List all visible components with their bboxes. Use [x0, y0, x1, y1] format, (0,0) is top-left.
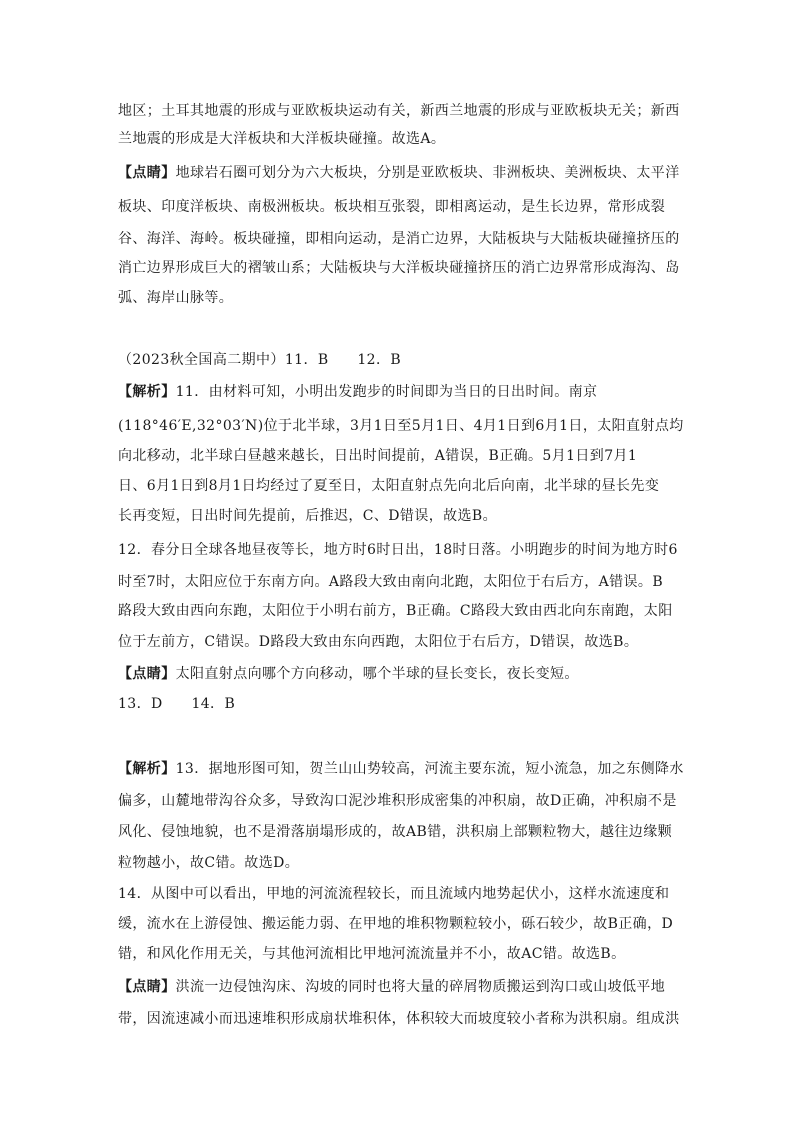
text-line: 兰地震的形成是大洋板块和大洋板块碰撞。故选A。 — [118, 131, 446, 147]
text-line: 13．D 14．B — [118, 696, 236, 712]
dianjing-tag: 【点睛】 — [118, 979, 176, 995]
text-line — [118, 163, 680, 183]
jiexi-tag: 【解析】 — [118, 384, 176, 400]
text-span: 地球岩石圈可划分为六大板块，分别是亚欧板块、非洲板块、美洲板块、太平洋 — [175, 165, 680, 181]
text-line: 风化、侵蚀地貌，也不是滑落崩塌形成的，故AB错，洪积扇上部颗粒物大，越往边缘颗 — [118, 824, 672, 840]
text-line: 偏多，山麓地带沟谷众多，导致沟口泥沙堆积形成密集的冲积扇，故D正确，冲积扇不是 — [118, 793, 677, 809]
text-span: 11．由材料可知，小明出发跑步的时间即为当日的日出时间。南京 — [175, 384, 598, 400]
text-line: 带，因流速减小而迅速堆积形成扇状堆积体，体积较大而坡度较小者称为洪积扇。组成洪 — [118, 1011, 680, 1027]
text-span: 太阳直射点向哪个方向移动，哪个半球的昼长变长，夜长变短。 — [175, 666, 579, 682]
text-line: (118°46′E,32°03′N)位于北半球，3月1日至5月1日、4月1日到6月1日，太阳直射点均 — [118, 418, 684, 434]
text-line: 缓，流水在上游侵蚀、搬运能力弱、在甲地的堆积物颗粒较小，砾石较少，故B正确，D — [118, 916, 674, 932]
text-line: 弧、海岸山脉等。 — [118, 290, 234, 306]
text-line: 板块、印度洋板块、南极洲板块。板块相互张裂，即相离运动，是生长边界，常形成裂 — [118, 199, 666, 215]
jiexi-tag: 【解析】 — [118, 761, 176, 777]
text-line: 长再变短，日出时间先提前，后推迟，C、D错误，故选B。 — [118, 508, 498, 524]
text-span: 洪流一边侵蚀沟床、沟坡的同时也将大量的碎屑物质搬运到沟口或山坡低平地 — [175, 979, 666, 995]
text-line: 向北移动，北半球白昼越来越长，日出时间提前，A错误，B正确。5月1日到7月1 — [118, 448, 638, 464]
dianjing-tag: 【点睛】 — [118, 165, 176, 181]
text-line: 谷、海洋、海岭。板块碰撞，即相向运动，是消亡边界，大陆板块与大陆板块碰撞挤压的 — [118, 231, 680, 247]
text-span: 13．据地形图可知，贺兰山山势较高，河流主要东流，短小流急，加之东侧降水 — [175, 761, 684, 777]
text-line — [118, 664, 579, 684]
text-line: 错，和风化作用无关，与其他河流相比甲地河流流量并不小，故AC错。故选B。 — [118, 946, 626, 962]
text-line — [118, 977, 665, 997]
text-line — [118, 382, 597, 402]
text-line: 日、6月1日到8月1日均经过了夏至日，太阳直射点先向北后向南，北半球的昼长先变 — [118, 478, 660, 494]
text-line: （2023秋全国高二期中）11．B 12．B — [118, 352, 402, 368]
text-line: 粒物越小，故C错。故选D。 — [118, 855, 300, 871]
text-line: 路段大致由西向东跑，太阳位于小明右前方，B正确。C路段大致由西北向东南跑，太阳 — [118, 603, 673, 619]
text-line — [118, 759, 684, 779]
text-line: 位于左前方，C错误。D路段大致由东向西跑，太阳位于右后方，D错误，故选B。 — [118, 634, 639, 650]
text-line: 消亡边界形成巨大的褶皱山系；大陆板块与大洋板块碰撞挤压的消亡边界常形成海沟、岛 — [118, 260, 680, 276]
text-line: 时至7时，太阳应位于东南方向。A路段大致由南向北跑，太阳位于右后方，A错误。B — [118, 574, 664, 590]
text-line: 14．从图中可以看出，甲地的河流流程较长，而且流域内地势起伏小，这样水流速度和 — [118, 886, 670, 902]
dianjing-tag: 【点睛】 — [118, 666, 176, 682]
text-line: 12．春分日全球各地昼夜等长，地方时6时日出，18时日落。小明跑步的时间为地方时6 — [118, 542, 678, 558]
text-line: 地区；土耳其地震的形成与亚欧板块运动有关，新西兰地震的形成与亚欧板块无关；新西 — [118, 103, 680, 119]
